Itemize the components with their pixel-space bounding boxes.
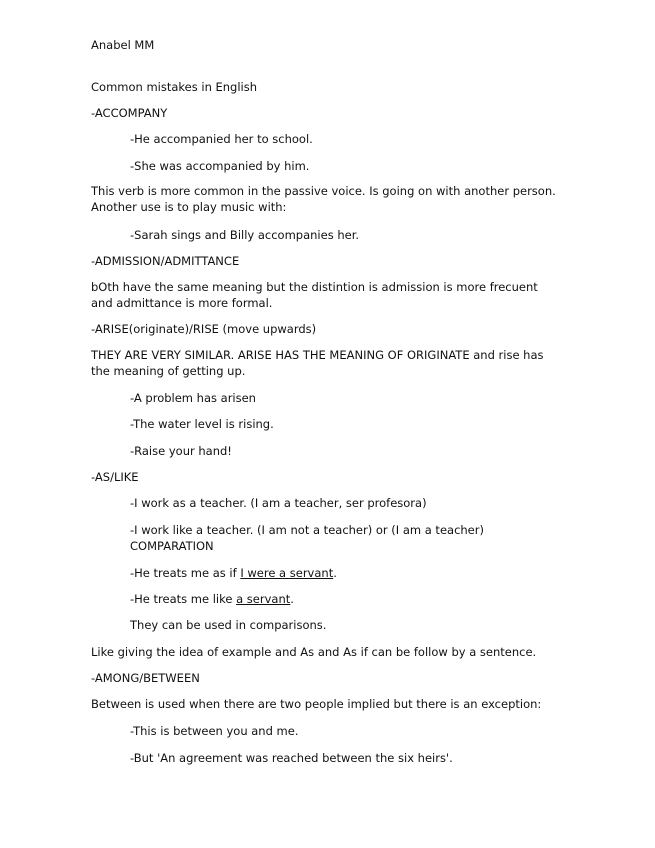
example: -Sarah sings and Billy accompanies her. bbox=[130, 228, 360, 242]
section-heading-accompany: -ACCOMPANY bbox=[91, 106, 168, 120]
example: They can be used in comparisons. bbox=[130, 618, 327, 632]
example: -The water level is rising. bbox=[130, 417, 274, 431]
underlined-text: a servant bbox=[236, 592, 291, 606]
section-heading-admission: -ADMISSION/ADMITTANCE bbox=[91, 254, 240, 268]
example: -This is between you and me. bbox=[130, 724, 299, 738]
paragraph: Between is used when there are two people implied but there is an exception: bbox=[91, 697, 542, 711]
example: -I work as a teacher. (I am a teacher, ser profesora) bbox=[130, 496, 427, 510]
paragraph: This verb is more common in the passive voice. Is going on with another person. Another use is to play music with: bbox=[91, 184, 556, 214]
example-text: -He treats me as if bbox=[130, 566, 241, 580]
author-name: Anabel MM bbox=[91, 38, 155, 52]
paragraph: THEY ARE VERY SIMILAR. ARISE HAS THE MEANING OF ORIGINATE and rise has the meaning of getting up. bbox=[91, 348, 544, 378]
document-title: Common mistakes in English bbox=[91, 80, 258, 94]
punctuation: . bbox=[333, 566, 337, 580]
example: -But 'An agreement was reached between the six heirs'. bbox=[130, 751, 453, 765]
example: -She was accompanied by him. bbox=[130, 159, 310, 173]
section-heading-aslike: -AS/LIKE bbox=[91, 470, 139, 484]
example: -A problem has arisen bbox=[130, 391, 256, 405]
punctuation: . bbox=[290, 592, 294, 606]
paragraph: bOth have the same meaning but the distintion is admission is more frecuent and admittance is more formal. bbox=[91, 280, 538, 310]
underlined-text: I were a servant bbox=[240, 566, 334, 580]
example-text: -He treats me like bbox=[130, 592, 237, 606]
example bbox=[130, 591, 294, 607]
example: -Raise your hand! bbox=[130, 444, 232, 458]
example bbox=[130, 565, 337, 581]
paragraph: Like giving the idea of example and As and As if can be follow by a sentence. bbox=[91, 645, 537, 659]
section-heading-among: -AMONG/BETWEEN bbox=[91, 671, 200, 685]
example: -I work like a teacher. (I am not a teacher) or (I am a teacher) COMPARATION bbox=[130, 523, 484, 553]
section-heading-arise: -ARISE(originate)/RISE (move upwards) bbox=[91, 322, 317, 336]
example: -He accompanied her to school. bbox=[130, 132, 313, 146]
